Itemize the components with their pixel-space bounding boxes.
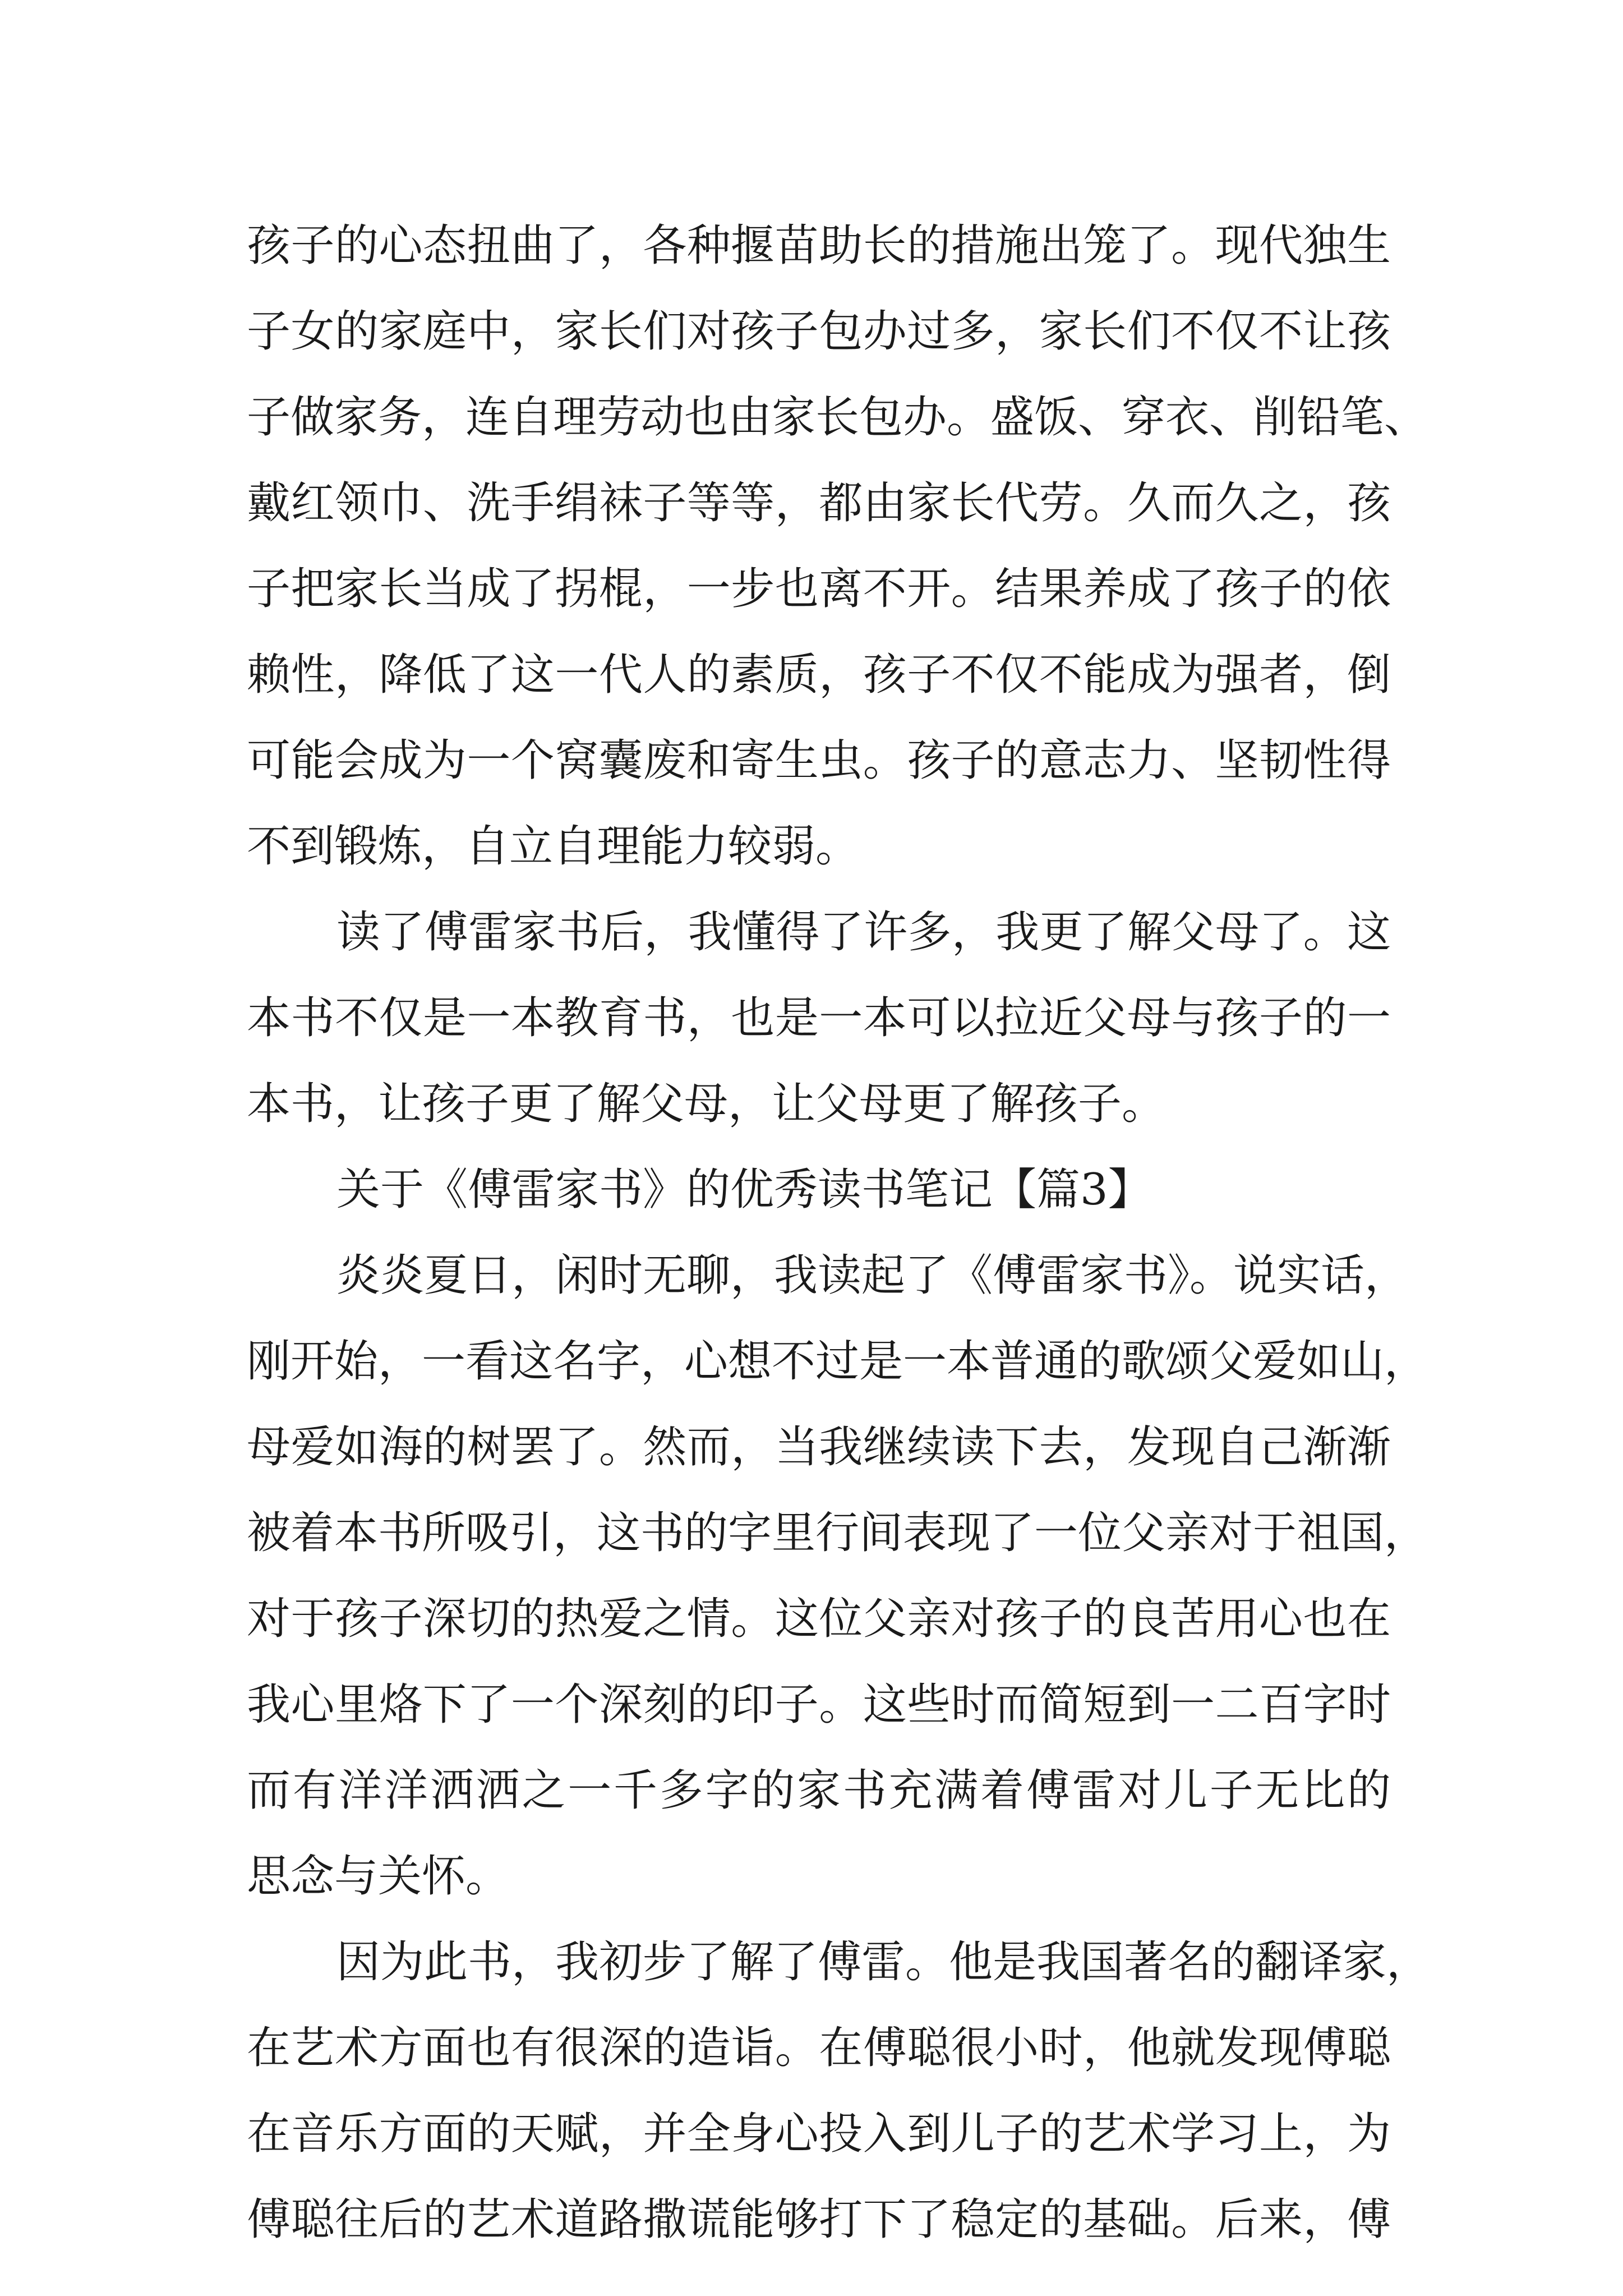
text-line: 我心里烙下了一个深刻的印子。这些时而简短到一二百字时 <box>247 1680 1391 1730</box>
text-line: 子把家长当成了拐棍，一步也离不开。结果养成了孩子的依 <box>247 564 1391 614</box>
text-line: 本书，让孩子更了解父母，让父母更了解孩子。 <box>247 1079 1166 1129</box>
text-line: 读了傅雷家书后，我懂得了许多，我更了解父母了。这 <box>336 907 1391 958</box>
text-line: 对于孩子深切的热爱之情。这位父亲对孩子的良苦用心也在 <box>247 1594 1391 1644</box>
section-heading: 关于《傅雷家书》的优秀读书笔记【篇3】 <box>336 1165 1152 1215</box>
text-line: 赖性，降低了这一代人的素质，孩子不仅不能成为强者，倒 <box>247 650 1391 700</box>
text-line: 母爱如海的树罢了。然而，当我继续读下去，发现自己渐渐 <box>247 1422 1391 1473</box>
text-line: 而有洋洋洒洒之一千多字的家书充满着傅雷对儿子无比的 <box>247 1765 1391 1816</box>
text-line: 炎炎夏日，闲时无聊，我读起了《傅雷家书》。说实话， <box>336 1250 1409 1301</box>
text-line: 孩子的心态扭曲了，各种揠苗助长的措施出笼了。现代独生 <box>247 220 1391 271</box>
text-line: 子做家务，连自理劳动也由家长包办。盛饭、穿衣、削铅笔、 <box>247 392 1428 443</box>
text-line: 被着本书所吸引，这书的字里行间表现了一位父亲对于祖国， <box>247 1508 1428 1558</box>
text-line: 傅聪往后的艺术道路撒谎能够打下了稳定的基础。后来，傅 <box>247 2194 1391 2245</box>
text-line: 本书不仅是一本教育书，也是一本可以拉近父母与孩子的一 <box>247 993 1391 1043</box>
text-line: 在音乐方面的天赋，并全身心投入到儿子的艺术学习上，为 <box>247 2109 1391 2159</box>
document-body <box>247 203 1431 2263</box>
text-line: 思念与关怀。 <box>247 1851 510 1902</box>
text-line: 可能会成为一个窝囊废和寄生虫。孩子的意志力、坚韧性得 <box>247 735 1391 786</box>
text-line: 子女的家庭中，家长们对孩子包办过多，家长们不仅不让孩 <box>247 306 1391 357</box>
text-line: 戴红领巾、洗手绢袜子等等，都由家长代劳。久而久之，孩 <box>247 478 1391 528</box>
text-line: 不到锻炼，自立自理能力较弱。 <box>247 821 860 872</box>
text-line: 因为此书，我初步了解了傅雷。他是我国著名的翻译家， <box>336 1937 1431 1987</box>
text-line: 在艺术方面也有很深的造诣。在傅聪很小时，他就发现傅聪 <box>247 2023 1391 2073</box>
text-line: 刚开始，一看这名字，心想不过是一本普通的歌颂父爱如山， <box>247 1336 1428 1387</box>
